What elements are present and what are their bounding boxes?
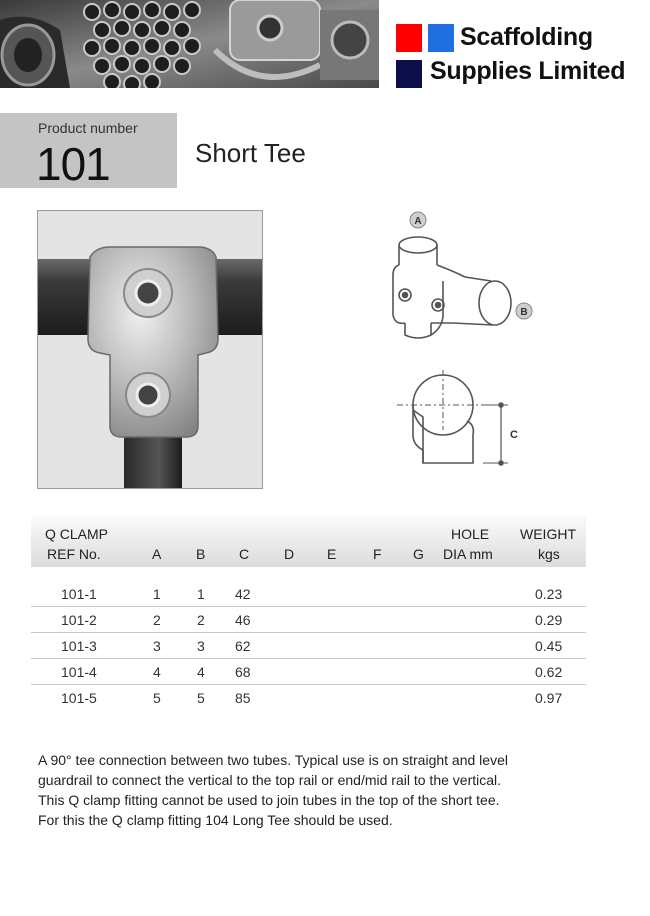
label-b: B — [520, 307, 528, 318]
header-weight-line1: WEIGHT — [520, 526, 576, 542]
header-f: F — [373, 546, 382, 562]
logo-text-line1: Scaffolding — [460, 23, 593, 51]
header-banner-image — [0, 0, 379, 88]
logo-blue-square — [428, 24, 454, 52]
cell-c: 46 — [235, 612, 251, 628]
cell-c: 62 — [235, 638, 251, 654]
product-title: Short Tee — [195, 138, 306, 168]
header-hole-line2: DIA mm — [443, 546, 493, 562]
header-a: A — [152, 546, 162, 562]
cell-c: 42 — [235, 586, 251, 602]
table-header — [31, 516, 586, 567]
logo-red-square — [396, 24, 422, 52]
cell-b: 3 — [197, 638, 205, 654]
table-row — [31, 685, 586, 711]
spec-table — [31, 516, 586, 711]
table-row — [31, 659, 586, 685]
cell-ref: 101-3 — [61, 638, 97, 654]
logo-navy-square — [396, 60, 422, 88]
label-a: A — [414, 216, 422, 227]
cell-a: 1 — [153, 586, 161, 602]
product-description: A 90° tee connection between two tubes. Typical use is on straight and level guardrail to connect the vertical to the top rail or end/mid rail to the vertical. This Q clamp fitting cannot be used to join tubes in the top of the short tee. For this the Q clamp fitting 104 Long Tee should be used. — [38, 752, 508, 828]
cell-ref: 101-2 — [61, 612, 97, 628]
cell-c: 85 — [235, 690, 251, 706]
table-row — [31, 607, 586, 633]
table-row — [31, 633, 586, 659]
cell-weight: 0.97 — [535, 690, 563, 706]
header-hole-line1: HOLE — [451, 526, 490, 542]
table-row — [31, 581, 586, 607]
header-ref-line1: Q CLAMP — [45, 526, 109, 542]
cell-a: 4 — [153, 664, 161, 680]
cell-a: 2 — [153, 612, 161, 628]
product-number-box — [0, 113, 177, 188]
cell-ref: 101-5 — [61, 690, 97, 706]
cell-a: 5 — [153, 690, 161, 706]
cell-a: 3 — [153, 638, 161, 654]
label-c: C — [510, 429, 518, 441]
cell-b: 2 — [197, 612, 205, 628]
technical-diagram — [383, 205, 543, 490]
header-ref-line2: REF No. — [47, 546, 101, 562]
header-c: C — [239, 546, 250, 562]
header-weight-line2: kgs — [538, 546, 560, 562]
cell-weight: 0.29 — [535, 612, 563, 628]
header-e: E — [327, 546, 337, 562]
cell-weight: 0.23 — [535, 586, 563, 602]
header-g: G — [413, 546, 424, 562]
header-b: B — [196, 546, 206, 562]
cell-weight: 0.45 — [535, 638, 563, 654]
logo-text-line2: Supplies Limited — [430, 57, 626, 85]
cell-ref: 101-1 — [61, 586, 97, 602]
company-logo — [396, 22, 636, 92]
cell-b: 1 — [197, 586, 205, 602]
product-photo — [37, 210, 263, 489]
cell-b: 4 — [197, 664, 205, 680]
header-d: D — [284, 546, 295, 562]
cell-c: 68 — [235, 664, 251, 680]
product-number-label: Product number — [38, 120, 138, 136]
product-number: 101 — [36, 138, 110, 190]
cell-b: 5 — [197, 690, 205, 706]
cell-ref: 101-4 — [61, 664, 97, 680]
cell-weight: 0.62 — [535, 664, 563, 680]
